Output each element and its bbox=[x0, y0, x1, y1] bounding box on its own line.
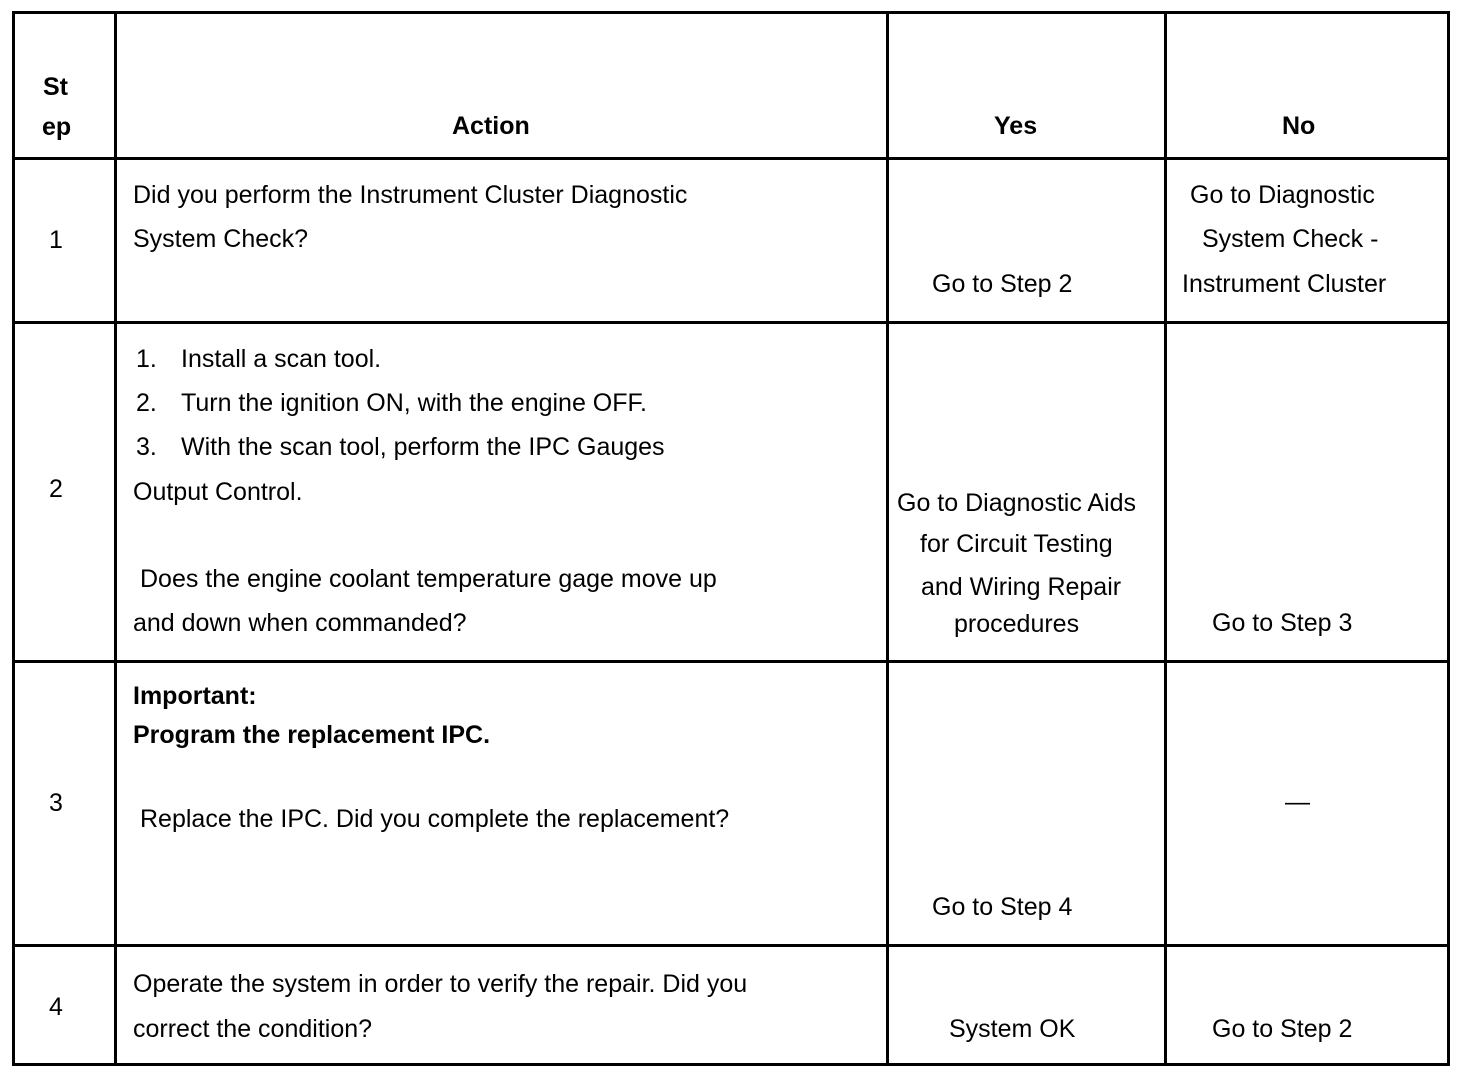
step-number: 1 bbox=[49, 226, 63, 254]
action-text-line: correct the condition? bbox=[133, 1015, 373, 1043]
yes-cell bbox=[888, 946, 1166, 1065]
action-text: Replace the IPC. Did you complete the replacement? bbox=[140, 805, 730, 833]
diagnostic-table bbox=[12, 11, 1450, 1066]
yes-text: System OK bbox=[949, 1015, 1076, 1043]
action-text-line: Output Control. bbox=[133, 478, 303, 506]
action-text-line: Operate the system in order to verify the repair. Did you bbox=[133, 970, 748, 998]
table-row bbox=[14, 323, 1449, 662]
important-text: Program the replacement IPC. bbox=[133, 721, 491, 749]
yes-cell bbox=[888, 323, 1166, 662]
no-text: Go to Step 2 bbox=[1212, 1015, 1353, 1043]
action-text-line: Did you perform the Instrument Cluster Diagnostic bbox=[133, 181, 688, 209]
yes-text-line: for Circuit Testing bbox=[920, 530, 1113, 558]
question-text-line: and down when commanded? bbox=[133, 609, 467, 637]
step-cell bbox=[14, 159, 116, 323]
step-number: 3 bbox=[49, 789, 63, 817]
action-cell bbox=[116, 946, 888, 1065]
important-label: Important: bbox=[133, 682, 257, 710]
action-cell bbox=[116, 159, 888, 323]
substep-text: With the scan tool, perform the IPC Gauges bbox=[181, 433, 665, 461]
header-no: No bbox=[1282, 112, 1316, 140]
no-cell bbox=[1166, 159, 1449, 323]
header-step-cell bbox=[14, 13, 116, 159]
header-no-cell bbox=[1166, 13, 1449, 159]
action-text-line: System Check? bbox=[133, 225, 309, 253]
yes-text-line: Go to Diagnostic Aids bbox=[897, 489, 1137, 517]
substep-number: 2. bbox=[136, 389, 157, 417]
step-number: 4 bbox=[49, 993, 63, 1021]
header-yes-cell bbox=[888, 13, 1166, 159]
substep-number: 3. bbox=[136, 433, 157, 461]
substep-number: 1. bbox=[136, 345, 157, 373]
step-number: 2 bbox=[49, 475, 63, 503]
header-step-line2: ep bbox=[42, 113, 72, 141]
no-cell bbox=[1166, 323, 1449, 662]
question-text-line: Does the engine coolant temperature gage move up bbox=[140, 565, 717, 593]
action-cell bbox=[116, 662, 888, 946]
no-cell bbox=[1166, 946, 1449, 1065]
no-text-line: Instrument Cluster bbox=[1182, 270, 1387, 298]
substep-text: Turn the ignition ON, with the engine OFF. bbox=[181, 389, 647, 417]
no-cell bbox=[1166, 662, 1449, 946]
no-text: — bbox=[1285, 788, 1310, 816]
no-text-line: Go to Diagnostic bbox=[1190, 181, 1375, 209]
header-step-line1: St bbox=[43, 73, 68, 101]
header-row bbox=[14, 13, 1449, 159]
yes-text: Go to Step 4 bbox=[932, 893, 1073, 921]
substep-text: Install a scan tool. bbox=[181, 345, 382, 373]
step-cell bbox=[14, 662, 116, 946]
header-action-cell bbox=[116, 13, 888, 159]
table-row bbox=[14, 946, 1449, 1065]
step-cell bbox=[14, 946, 116, 1065]
table-row bbox=[14, 159, 1449, 323]
no-text-line: System Check - bbox=[1202, 225, 1379, 253]
yes-text-line: and Wiring Repair bbox=[921, 573, 1122, 601]
step-cell bbox=[14, 323, 116, 662]
action-cell bbox=[116, 323, 888, 662]
table-row bbox=[14, 662, 1449, 946]
yes-cell bbox=[888, 159, 1166, 323]
header-action: Action bbox=[452, 112, 530, 140]
yes-text: Go to Step 2 bbox=[932, 270, 1073, 298]
yes-text-line: procedures bbox=[954, 610, 1080, 638]
header-yes: Yes bbox=[994, 112, 1038, 140]
yes-cell bbox=[888, 662, 1166, 946]
no-text: Go to Step 3 bbox=[1212, 609, 1353, 637]
